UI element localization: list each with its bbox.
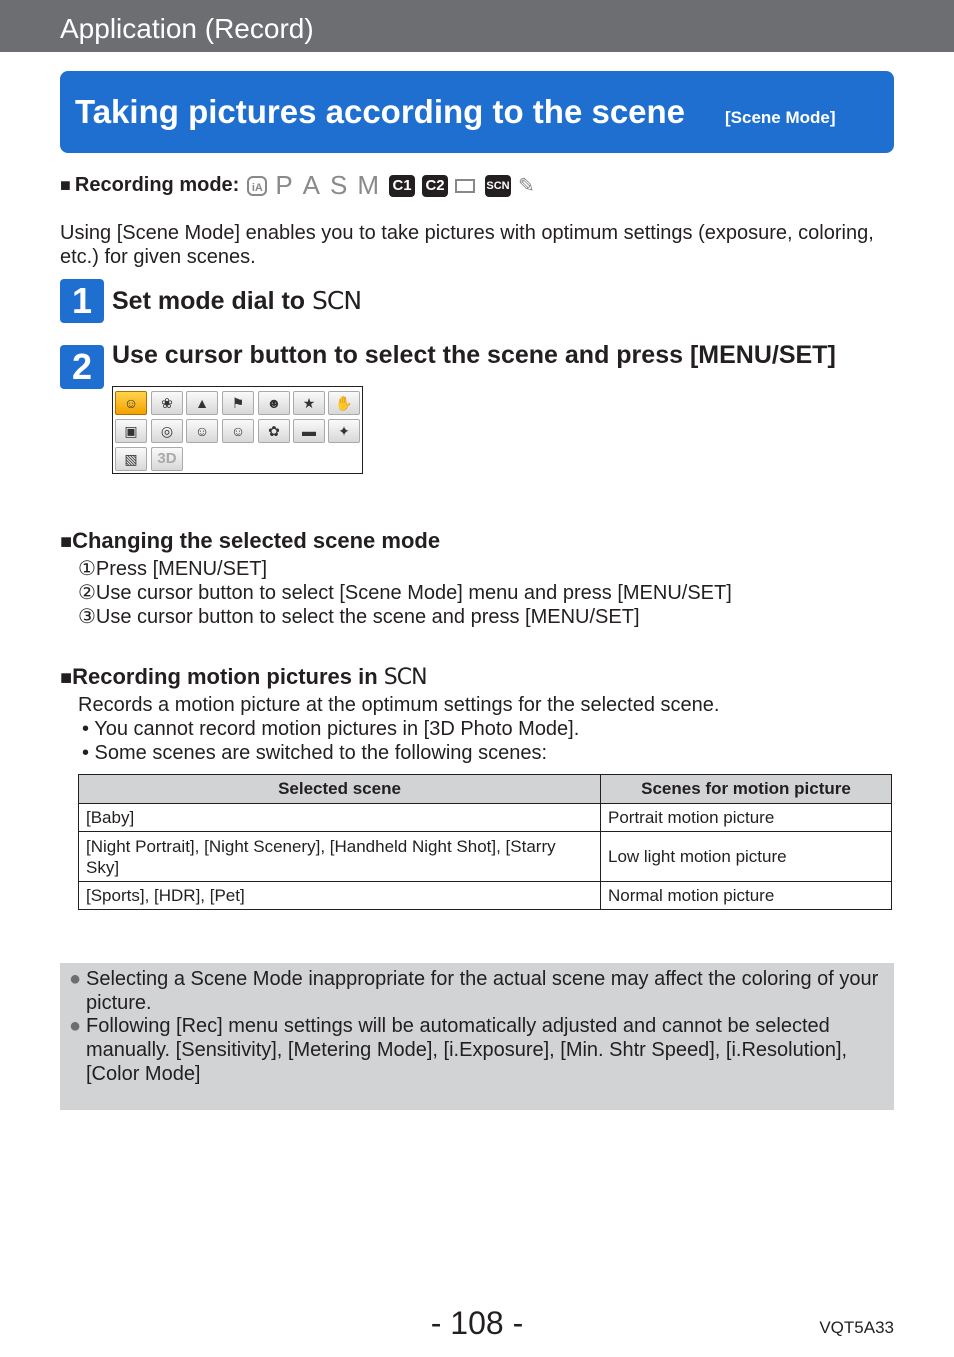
step-2-text: Use cursor button to select the scene and press [MENU/SET] [112, 341, 836, 369]
motion-heading-text: Recording motion pictures in [72, 664, 378, 689]
bullet-dot-icon: ● [69, 1015, 82, 1037]
changing-step-1: ①Press [MENU/SET] [78, 558, 268, 580]
scene-mode-menu [112, 386, 363, 474]
food-icon[interactable]: ◎ [151, 419, 183, 443]
page-title: Taking pictures according to the scene [75, 93, 686, 130]
soft-skin-icon[interactable]: ❀ [151, 391, 183, 415]
intelligent-auto-icon: iA [247, 176, 267, 196]
hdr-icon[interactable]: ▣ [115, 419, 147, 443]
page-subtitle: [Scene Mode] [725, 108, 836, 127]
intro-text: Using [Scene Mode] enables you to take pictures with optimum settings (exposure, coloring, etc.) for given scenes. [60, 222, 874, 268]
shutter-priority-icon: S [330, 170, 348, 200]
scenery-icon[interactable]: ▲ [186, 391, 218, 415]
table-cell: Low light motion picture [601, 832, 892, 882]
step-number-1: 1 [60, 279, 104, 323]
square-bullet-icon: ■ [60, 175, 71, 195]
motion-bullet-2: • Some scenes are switched to the following scenes: [82, 742, 548, 764]
changing-step-2: ②Use cursor button to select [Scene Mode] menu and press [MENU/SET] [78, 582, 732, 604]
notes-box [60, 963, 894, 1110]
table-cell: [Sports], [HDR], [Pet] [79, 882, 601, 910]
motion-bullet-1: • You cannot record motion pictures in [3D Photo Mode]. [82, 718, 580, 740]
table-header-row [79, 775, 892, 804]
table-row [79, 832, 892, 882]
recording-mode-row [60, 170, 535, 201]
manual-mode-icon: M [357, 170, 380, 200]
table-cell: Normal motion picture [601, 882, 892, 910]
aperture-priority-icon: A [302, 170, 321, 200]
note-text: Following [Rec] menu settings will be automatically adjusted and cannot be selected manually. [Sensitivity], [Metering Mode], [i.Exposure], [Min. Shtr Speed], [i.Resolution], [Color Mode] [86, 1015, 848, 1085]
step-number-2: 2 [60, 345, 104, 389]
custom1-icon: C1 [389, 175, 415, 197]
scn-dial-icon: SCN [312, 286, 362, 315]
step-1-text [112, 286, 361, 316]
portrait-icon[interactable]: ☺ [115, 391, 147, 415]
panorama-icon [455, 179, 475, 193]
note-text: Selecting a Scene Mode inappropriate for the actual scene may affect the coloring of your picture. [86, 968, 879, 1014]
sports-icon[interactable]: ⚑ [222, 391, 254, 415]
handheld-night-shot-icon[interactable]: ✋ [328, 391, 360, 415]
scn-icon: SCN [383, 665, 427, 690]
3d-photo-icon[interactable]: 3D [151, 447, 183, 471]
table-row [79, 882, 892, 910]
step-1-label: Set mode dial to [112, 287, 306, 315]
motion-scene-table [78, 774, 892, 910]
table-cell: [Baby] [79, 804, 601, 832]
changing-heading-text: Changing the selected scene mode [72, 528, 441, 553]
table-row [79, 804, 892, 832]
table-cell: [Night Portrait], [Night Scenery], [Handheld Night Shot], [Starry Sky] [79, 832, 601, 882]
motion-heading [60, 664, 427, 690]
baby1-icon[interactable]: ☺ [186, 419, 218, 443]
motion-description: Records a motion picture at the optimum settings for the selected scene. [78, 694, 720, 716]
square-bullet-icon: ■ [60, 531, 73, 553]
section-title: Application (Record) [60, 13, 314, 44]
document-code: VQT5A33 [819, 1318, 894, 1337]
program-mode-icon: P [275, 170, 293, 200]
changing-heading [60, 528, 440, 554]
bullet-dot-icon: ● [69, 968, 82, 990]
square-bullet-icon: ■ [60, 667, 73, 689]
starry-sky-icon[interactable]: ✦ [328, 419, 360, 443]
night-portrait-icon[interactable]: ☻ [258, 391, 290, 415]
custom2-icon: C2 [422, 175, 448, 197]
page-title-banner [60, 71, 894, 153]
through-glass-icon[interactable]: ▧ [115, 447, 147, 471]
table-header-motion-scene: Scenes for motion picture [601, 775, 892, 804]
sunset-icon[interactable]: ▬ [293, 419, 325, 443]
recording-mode-icons [247, 170, 534, 201]
scene-mode-icon: SCN [485, 175, 511, 197]
creative-control-icon: ✎ [518, 175, 535, 197]
changing-step-3: ③Use cursor button to select the scene and press [MENU/SET] [78, 606, 640, 628]
baby2-icon[interactable]: ☺ [222, 419, 254, 443]
night-scenery-icon[interactable]: ★ [293, 391, 325, 415]
table-cell: Portrait motion picture [601, 804, 892, 832]
table-header-selected-scene: Selected scene [79, 775, 601, 804]
recording-mode-label: Recording mode: [74, 174, 240, 196]
pet-icon[interactable]: ✿ [258, 419, 290, 443]
page-number: - 108 - [430, 1305, 524, 1341]
section-header-bar [0, 0, 954, 52]
